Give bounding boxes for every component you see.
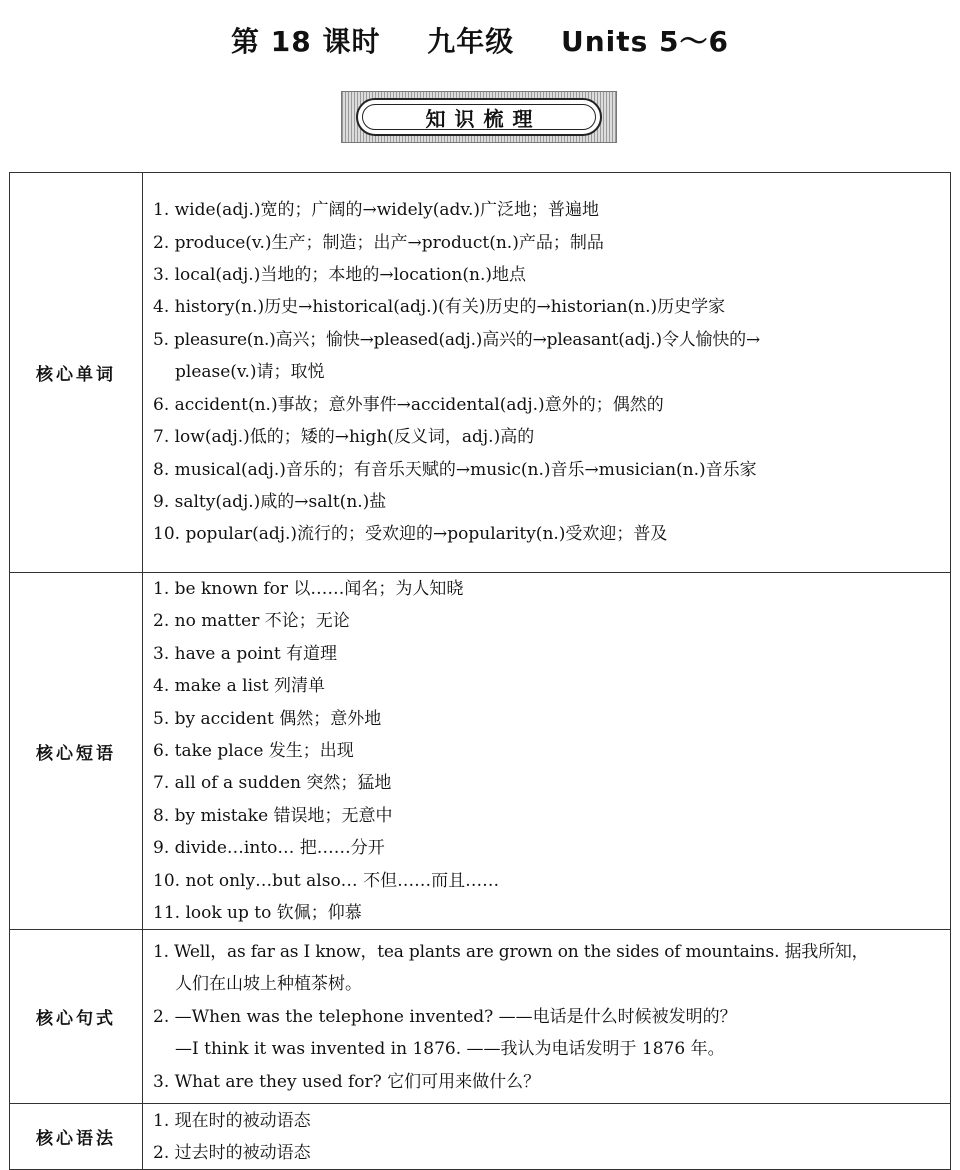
vocab-line: 8. musical(adj.)音乐的；有音乐天赋的→music(n.)音乐→musician(n.)音乐家 <box>153 459 757 480</box>
phrase-item: 9. divide…into… 把……分开 <box>153 838 385 859</box>
phrase-item: 7. all of a sudden 突然；猛地 <box>153 773 392 794</box>
vocab-line: 4. history(n.)历史→historical(adj.)(有关)历史的→historian(n.)历史学家 <box>153 297 726 318</box>
phrase-item: 3. have a point 有道理 <box>153 643 338 664</box>
vocab-line: 10. popular(adj.)流行的；受欢迎的→popularity(n.)受欢迎；普及 <box>153 524 668 545</box>
section-row-phrases <box>10 573 951 930</box>
vocab-line: 5. pleasure(n.)高兴；愉快→pleased(adj.)高兴的→pleasant(adj.)令人愉快的→ <box>153 329 760 350</box>
section-row-grammar <box>10 1104 951 1170</box>
grade-label: 九年级 <box>427 25 515 58</box>
sentence-line: 1. Well，as far as I know，tea plants are grown on the sides of mountains. 据我所知， <box>153 941 869 962</box>
sentence-line: —I think it was invented in 1876. ——我认为电话发明于 1876 年。 <box>175 1039 725 1060</box>
phrase-item: 6. take place 发生；出现 <box>153 741 354 762</box>
section-content-vocabulary <box>143 173 951 573</box>
section-badge-label: 知识梳理 <box>425 106 542 131</box>
section-label-grammar: 核心语法 <box>10 1104 143 1170</box>
sentence-line: 3. What are they used for? 它们可用来做什么？ <box>153 1071 541 1092</box>
section-content-sentences <box>143 930 951 1104</box>
section-row-vocabulary <box>10 173 951 573</box>
page-title <box>0 20 960 60</box>
sentence-line: 人们在山坡上种植茶树。 <box>175 974 362 995</box>
phrase-item: 8. by mistake 错误地；无意中 <box>153 805 393 826</box>
sentence-line: 2. —When was the telephone invented? ——电话是什么时候被发明的？ <box>153 1006 737 1027</box>
phrase-item: 2. no matter 不论；无论 <box>153 611 350 632</box>
lesson-number: 第 18 课时 <box>230 25 381 58</box>
section-label-phrases: 核心短语 <box>10 573 143 930</box>
phrase-item: 5. by accident 偶然；意外地 <box>153 708 382 729</box>
vocab-line: 6. accident(n.)事故；意外事件→accidental(adj.)意外的；偶然的 <box>153 394 664 415</box>
phrase-item: 1. be known for 以……闻名；为人知晓 <box>153 579 464 599</box>
phrase-grid <box>153 573 940 929</box>
section-label-sentences: 核心句式 <box>10 930 143 1104</box>
phrase-item: 4. make a list 列清单 <box>153 676 326 697</box>
vocab-line: 2. produce(v.)生产；制造；出产→product(n.)产品；制品 <box>153 232 604 253</box>
phrase-item: 10. not only…but also… 不但……而且…… <box>153 870 500 891</box>
section-row-sentences <box>10 930 951 1104</box>
units-label: Units 5～6 <box>560 25 730 58</box>
vocab-line: 9. salty(adj.)咸的→salt(n.)盐 <box>153 491 387 512</box>
section-content-grammar <box>143 1104 951 1170</box>
grammar-line: 2. 过去时的被动语态 <box>153 1142 311 1163</box>
vocab-line: 1. wide(adj.)宽的；广阔的→widely(adv.)广泛地；普遍地 <box>153 200 600 221</box>
vocab-line: please(v.)请；取悦 <box>175 362 325 383</box>
section-badge <box>341 91 617 143</box>
vocab-line: 7. low(adj.)低的；矮的→high(反义词，adj.)高的 <box>153 427 535 448</box>
section-label-vocabulary: 核心单词 <box>10 173 143 573</box>
section-badge-frame <box>356 98 602 136</box>
grammar-line: 1. 现在时的被动语态 <box>153 1110 311 1131</box>
section-content-phrases <box>143 573 951 930</box>
phrase-item: 11. look up to 钦佩；仰慕 <box>153 903 362 924</box>
knowledge-table <box>9 172 951 1170</box>
vocab-line: 3. local(adj.)当地的；本地的→location(n.)地点 <box>153 265 526 286</box>
